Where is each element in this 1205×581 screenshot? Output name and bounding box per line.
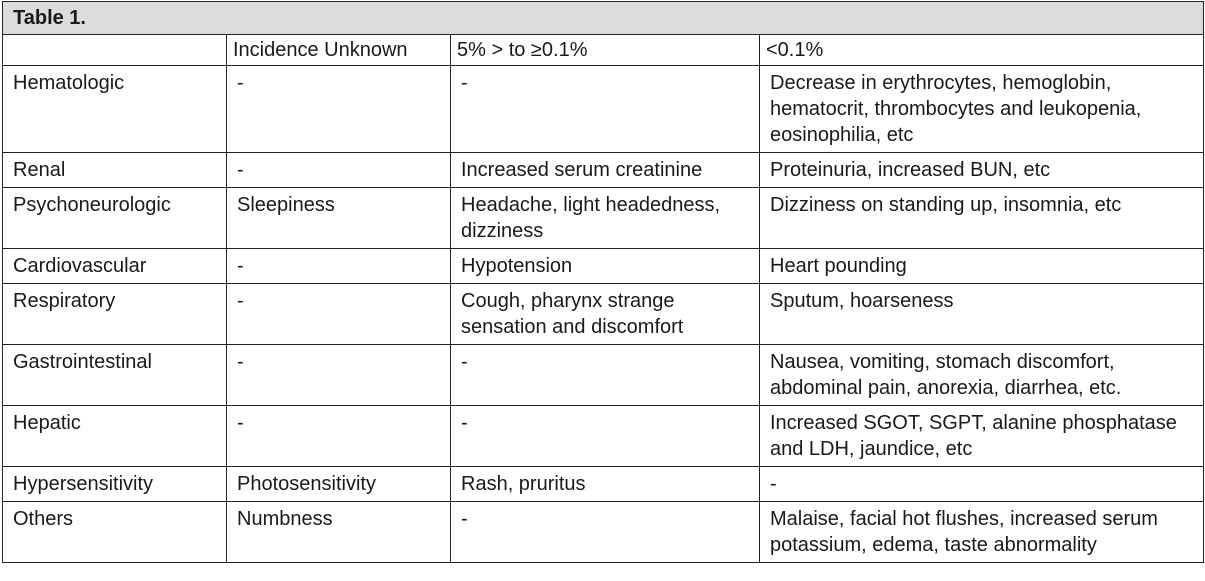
table-row [3,345,1204,406]
row-unknown: - [227,345,451,406]
table-row [3,284,1204,345]
table-caption: Table 1. [3,2,1204,35]
row-low: Increased SGOT, SGPT, alanine phosphatase and LDH, jaundice, etc [760,406,1204,467]
row-mid: Headache, light headedness, dizziness [451,188,760,249]
row-category: Gastrointestinal [3,345,227,406]
row-category: Hematologic [3,66,227,153]
row-unknown: Photosensitivity [227,467,451,502]
row-mid: - [451,345,760,406]
row-mid: Cough, pharynx strange sensation and discomfort [451,284,760,345]
row-category: Respiratory [3,284,227,345]
row-unknown: - [227,284,451,345]
header-incidence-unknown: Incidence Unknown [227,35,451,66]
table-row [3,188,1204,249]
row-unknown: Numbness [227,502,451,563]
row-low: - [760,467,1204,502]
row-mid: Increased serum creatinine [451,153,760,188]
header-below-0-1-percent: <0.1% [760,35,1204,66]
row-low: Decrease in erythrocytes, hemoglobin, hematocrit, thrombocytes and leukopenia, eosinophilia, etc [760,66,1204,153]
row-category: Hypersensitivity [3,467,227,502]
row-low: Dizziness on standing up, insomnia, etc [760,188,1204,249]
row-unknown: - [227,249,451,284]
row-low: Nausea, vomiting, stomach discomfort, abdominal pain, anorexia, diarrhea, etc. [760,345,1204,406]
table-row [3,153,1204,188]
row-mid: Rash, pruritus [451,467,760,502]
row-mid: - [451,406,760,467]
row-unknown: - [227,406,451,467]
table-row [3,406,1204,467]
adverse-reactions-table [2,1,1204,563]
table-row [3,502,1204,563]
table-row [3,249,1204,284]
row-category: Renal [3,153,227,188]
header-category [3,35,227,66]
header-5-to-0-1-percent: 5% > to ≥0.1% [451,35,760,66]
row-mid: Hypotension [451,249,760,284]
table-header-row [3,35,1204,66]
row-unknown: - [227,153,451,188]
table-row [3,467,1204,502]
row-mid: - [451,502,760,563]
row-category: Cardiovascular [3,249,227,284]
row-mid: - [451,66,760,153]
row-low: Malaise, facial hot flushes, increased serum potassium, edema, taste abnormality [760,502,1204,563]
table-row [3,66,1204,153]
row-category: Others [3,502,227,563]
row-low: Heart pounding [760,249,1204,284]
row-low: Sputum, hoarseness [760,284,1204,345]
row-category: Psychoneurologic [3,188,227,249]
row-category: Hepatic [3,406,227,467]
row-low: Proteinuria, increased BUN, etc [760,153,1204,188]
row-unknown: - [227,66,451,153]
row-unknown: Sleepiness [227,188,451,249]
